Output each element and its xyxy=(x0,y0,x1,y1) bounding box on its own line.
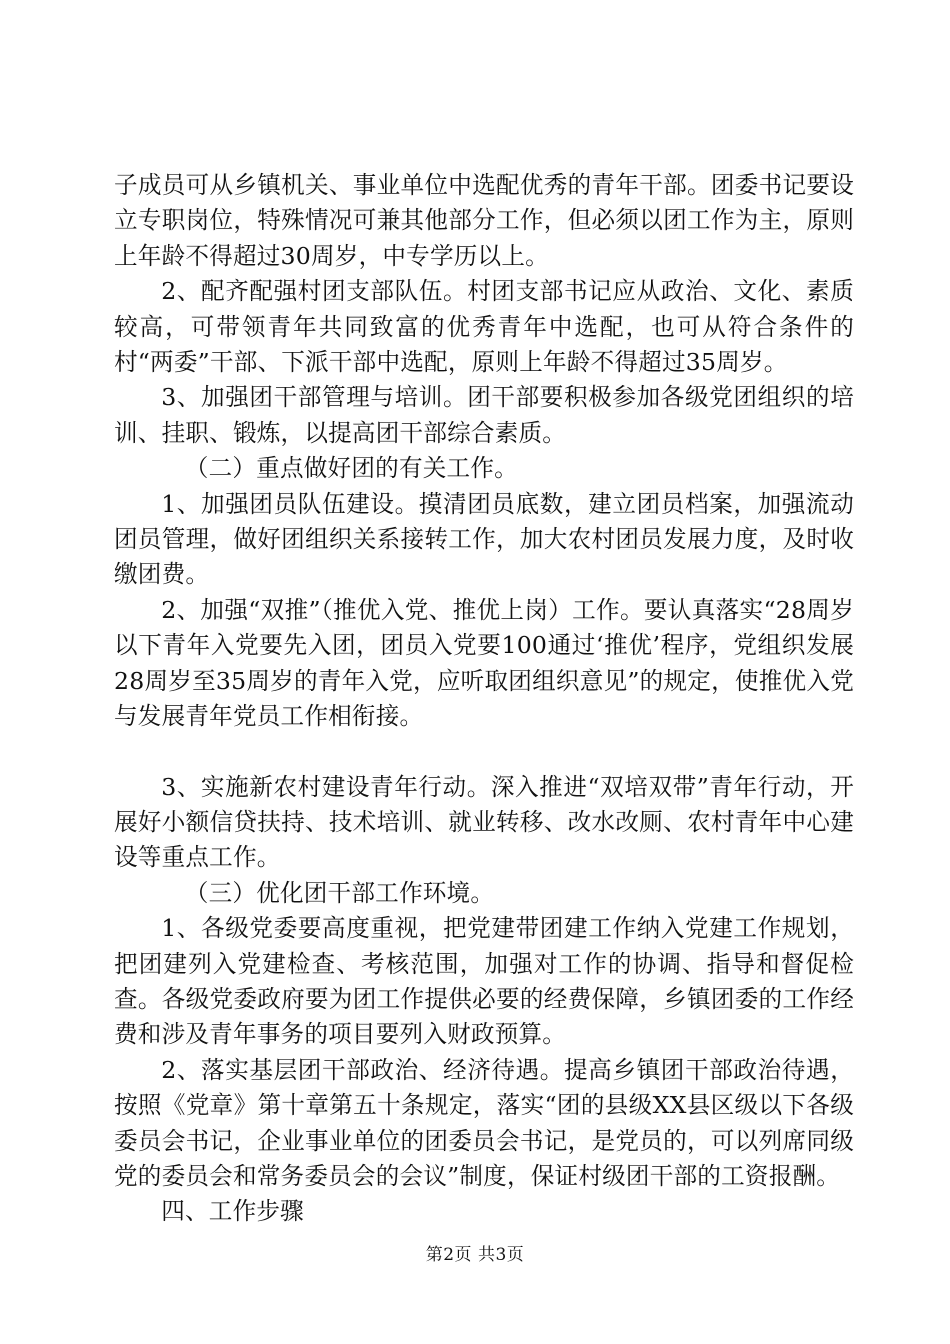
paragraph-item-1: 1、加强团员队伍建设。摸清团员底数，建立团员档案，加强流动团员管理，做好团组织关系接转工作，加大农村团员发展力度，及时收缴团费。 xyxy=(114,489,854,589)
page-footer: 第2页 共3页 xyxy=(425,1245,525,1265)
paragraph-item-2b: 2、加强“双推”（推优入党、推优上岗）工作。要认真落实“28周岁以下青年入党要先入团，团员入党要100通过‘推优’程序，党组织发展28周岁至35周岁的青年入党，应听取团组织意见”的规定，使推优入党与发展青年党员工作相衔接。 xyxy=(114,595,854,731)
paragraph-item-3b: 3、实施新农村建设青年行动。深入推进“双培双带”青年行动，开展好小额信贷扶持、技术培训、就业转移、改水改厕、农村青年中心建设等重点工作。 xyxy=(114,772,854,872)
paragraph-gap xyxy=(114,735,854,770)
paragraph-continuation: 子成员可从乡镇机关、事业单位中选配优秀的青年干部。团委书记要设立专职岗位，特殊情况可兼其他部分工作，但必须以团工作为主，原则上年龄不得超过30周岁，中专学历以上。 xyxy=(114,171,854,270)
section-heading-2: （二）重点做好团的有关工作。 xyxy=(184,454,518,483)
paragraph-item-2c: 2、落实基层团干部政治、经济待遇。提高乡镇团干部政治待遇，按照《党章》第十章第五十条规定，落实“团的县级XX县区级以下各级委员会书记，企业事业单位的团委员会书记，是党员的，可以列席同级党的委员会和常务委员会的会议”制度，保证村级团干部的工资报酬。 xyxy=(114,1055,854,1190)
paragraph-item-2: 2、配齐配强村团支部队伍。村团支部书记应从政治、文化、素质较高，可带领青年共同致富的优秀青年中选配，也可从符合条件的村“两委”干部、下派干部中选配，原则上年龄不得超过35周岁。 xyxy=(114,277,854,377)
document-body xyxy=(114,168,854,1230)
section-heading-4: 四、工作步骤 xyxy=(161,1197,304,1226)
paragraph-item-3: 3、加强团干部管理与培训。团干部要积极参加各级党团组织的培训、挂职、锻炼，以提高团干部综合素质。 xyxy=(114,383,854,447)
section-heading-3: （三）优化团干部工作环境。 xyxy=(184,878,495,907)
paragraph-item-1c: 1、各级党委要高度重视，把党建带团建工作纳入党建工作规划，把团建列入党建检查、考核范围，加强对工作的协调、指导和督促检查。各级党委政府要为团工作提供必要的经费保障，乡镇团委的工作经费和涉及青年事务的项目要列入财政预算。 xyxy=(114,914,854,1049)
